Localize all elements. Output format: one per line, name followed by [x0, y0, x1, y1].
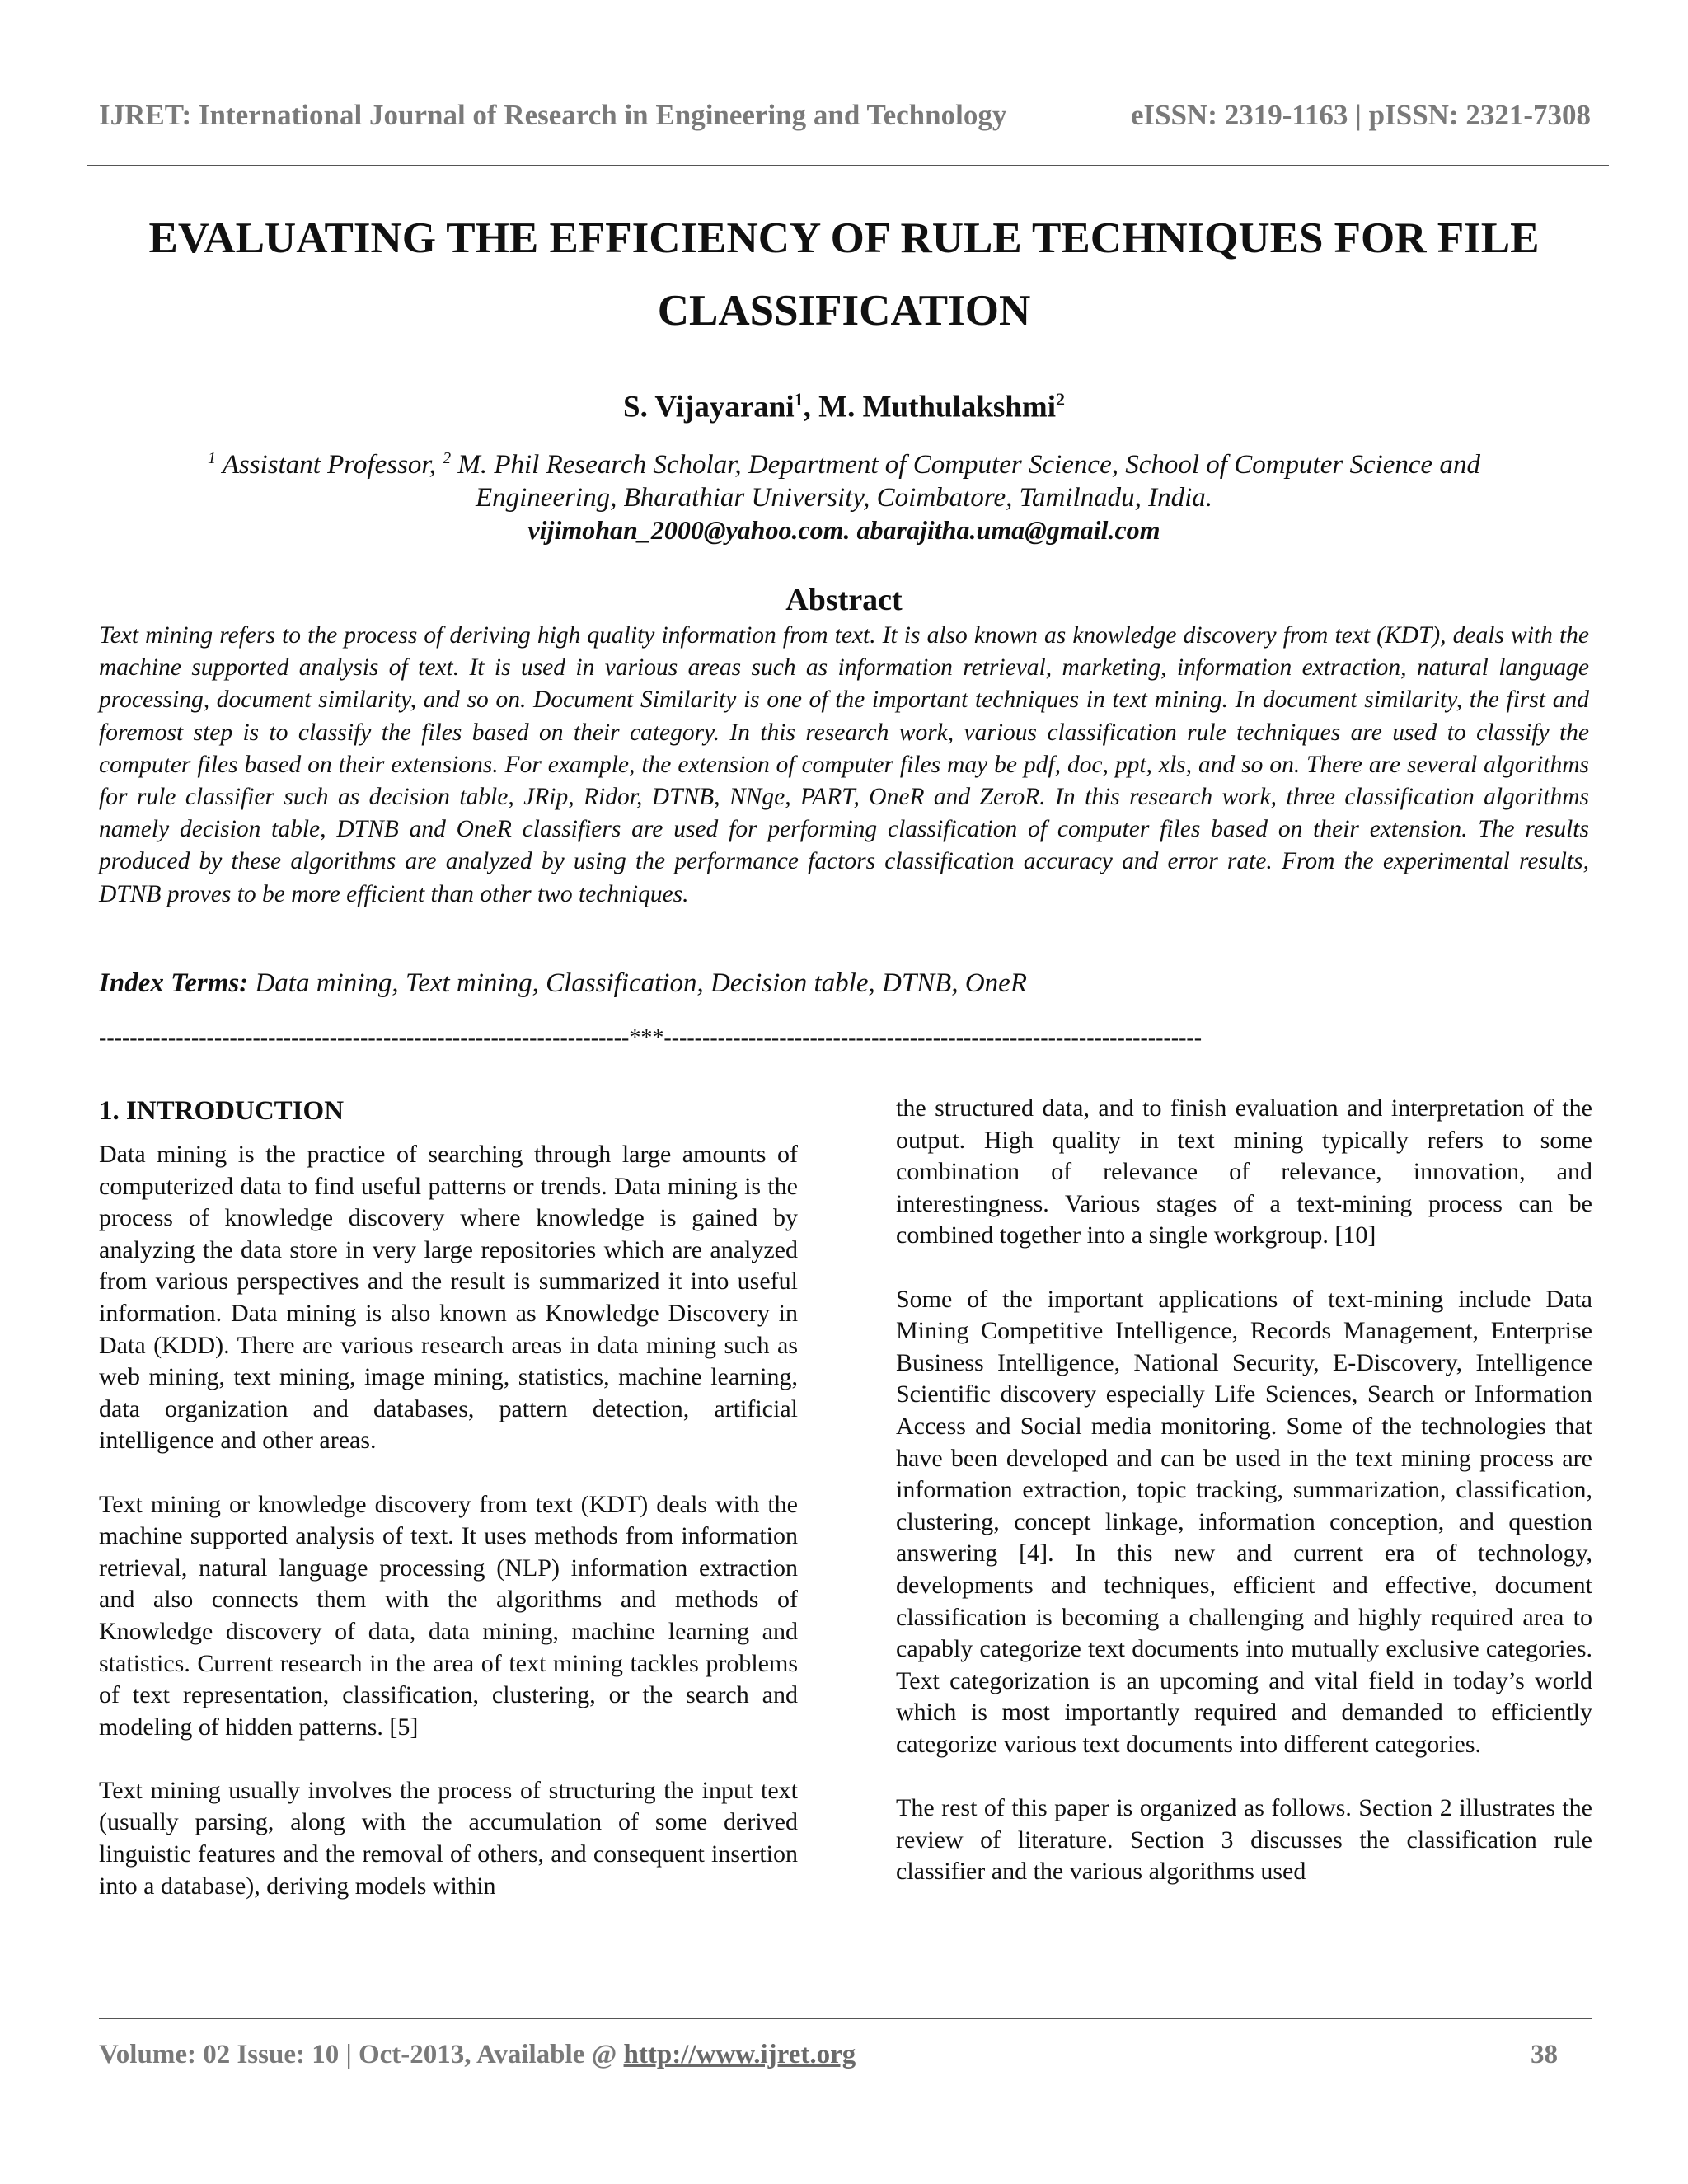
footer-divider: [99, 2018, 1592, 2019]
intro-paragraph-1: Data mining is the practice of searching through large amounts of computerized data to find useful patterns or trends. Data mining is the process of knowledge discovery where knowledge is gained by analyzing the data store in very large repositories which are analyzed from various perspectives and the result is summarized it into useful information. Data mining is also known as Knowledge Discovery in Data (KDD). There are various research areas in data mining such as web mining, text mining, image mining, statistics, machine learning, data organization and databases, pattern detection, artificial intelligence and other areas.: [99, 1141, 798, 1455]
index-terms-label: Index Terms:: [99, 968, 249, 998]
email-1[interactable]: vijimohan_2000@yahoo.com: [528, 515, 844, 545]
abstract-heading: Abstract: [785, 583, 903, 617]
intro-paragraph-6: The rest of this paper is organized as follows. Section 2 illustrates the review of literature. Section 3 discusses the classification rule classifier and the various algorithms used: [896, 1794, 1592, 1886]
index-terms-list: Data mining, Text mining, Classification, Decision table, DTNB, OneR: [255, 968, 1027, 998]
intro-paragraph-5: Some of the important applications of text-mining include Data Mining Competitive Intelligence, Records Management, Enterprise Business Intelligence, National Security, E-Discovery, Intelligence Scientific discovery especially Life Sciences, Search or Information Access and Social media monitoring. Some of the technologies that have been developed and can be used in the text mining process are information extraction, topic tracking, summarization, classification, clustering, concept linkage, information conception, and question answering [4]. In this new and current era of technology, developments and techniques, efficient and effective, document classification is becoming a challenging and highly required area to capably categorize text documents into mutually exclusive categories. Text categorization is an upcoming and vital field in today’s world which is most importantly required and demanded to efficiently categorize various text documents into different categories.: [896, 1285, 1592, 1758]
page-footer: [99, 2040, 1558, 2070]
section-separator: ---------------------------------------------------------------------***----------------------------------------------------------------------: [99, 1025, 1203, 1051]
index-terms: [99, 968, 1589, 999]
running-header: [99, 99, 1591, 132]
emails: vijimohan_2000@yahoo.com. abarajitha.uma@gmail.com: [528, 515, 1160, 545]
footer-url-link[interactable]: http://www.ijret.org: [623, 2040, 856, 2069]
affil-role-1: Assistant Professor,: [222, 450, 436, 480]
email-2[interactable]: abarajitha.uma@gmail.com: [856, 515, 1160, 545]
issn: eISSN: 2319-1163 | pISSN: 2321-7308: [1130, 99, 1591, 131]
intro-paragraph-2: Text mining or knowledge discovery from text (KDT) deals with the machine supported analysis of text. It uses methods from information retrieval, natural language processing (NLP) information extraction and also connects them with the algorithms and methods of Knowledge discovery of data, data mining, machine learning and statistics. Current research in the area of text mining tackles problems of text representation, classification, clustering, or the search and modeling of hidden patterns. [5]: [99, 1490, 798, 1741]
affil-sup-1: 1: [208, 449, 217, 467]
title-line-1: EVALUATING THE EFFICIENCY OF RULE TECHNIQUES FOR FILE: [148, 214, 1540, 262]
affil-line-2: Engineering, Bharathiar University, Coimbatore, Tamilnadu, India.: [475, 483, 1213, 513]
intro-paragraph-4: the structured data, and to finish evaluation and interpretation of the output. High quality in text mining typically refers to some combination of relevance of relevance, innovation, and interestingness. Various stages of a text-mining process can be combined together into a single workgroup. [10]: [896, 1094, 1592, 1249]
intro-heading: 1. INTRODUCTION: [99, 1096, 345, 1126]
paper-title: [82, 202, 1606, 347]
intro-paragraph-3: Text mining usually involves the process of structuring the input text (usually parsing, along with the accumulation of some derived linguistic features and the removal of others, and consequent insertion into a database), deriving models within: [99, 1776, 798, 1900]
footer-volume: Volume: 02 Issue: 10 | Oct-2013, Available @: [99, 2040, 624, 2069]
author-2: M. Muthulakshmi: [818, 390, 1056, 424]
affil-sup-2: 2: [443, 449, 452, 467]
author-1-sup: 1: [794, 389, 804, 410]
page-number: 38: [1531, 2040, 1558, 2069]
left-column: [99, 1093, 798, 1934]
authors: S. Vijayarani$^1$, M. Muthulakshmi$^2$: [623, 389, 1065, 424]
affil-line-1: M. Phil Research Scholar, Department of Computer Science, School of Computer Science and: [457, 450, 1480, 480]
title-line-2: CLASSIFICATION: [657, 287, 1031, 335]
journal-name: IJRET: International Journal of Research in Engineering and Technology: [99, 99, 1007, 131]
abstract-text: Text mining refers to the process of deriving high quality information from text. It is also known as knowledge discovery from text (KDT), deals with the machine supported analysis of text. It is used in various areas such as information retrieval, marketing, information extraction, natural language processing, document similarity, and so on. Document Similarity is one of the important techniques in text mining. In document similarity, the first and foremost step is to classify the files based on their category. In this research work, various classification rule techniques are used to classify the computer files based on their extensions. For example, the extension of computer files may be pdf, doc, ppt, xls, and so on. There are several algorithms for rule classifier such as decision table, JRip, Ridor, DTNB, NNge, PART, OneR and ZeroR. In this research work, three classification algorithms namely decision table, DTNB and OneR classifiers are used for performing classification of computer files based on their extension. The results produced by these algorithms are analyzed by using the performance factors classification accuracy and error rate. From the experimental results, DTNB proves to be more efficient than other two techniques.: [99, 622, 1589, 907]
author-2-sup: 2: [1055, 389, 1065, 410]
header-divider: [87, 165, 1609, 166]
author-1: S. Vijayarani: [623, 390, 795, 424]
right-column: [896, 1093, 1592, 1919]
affiliation: [124, 442, 1564, 514]
